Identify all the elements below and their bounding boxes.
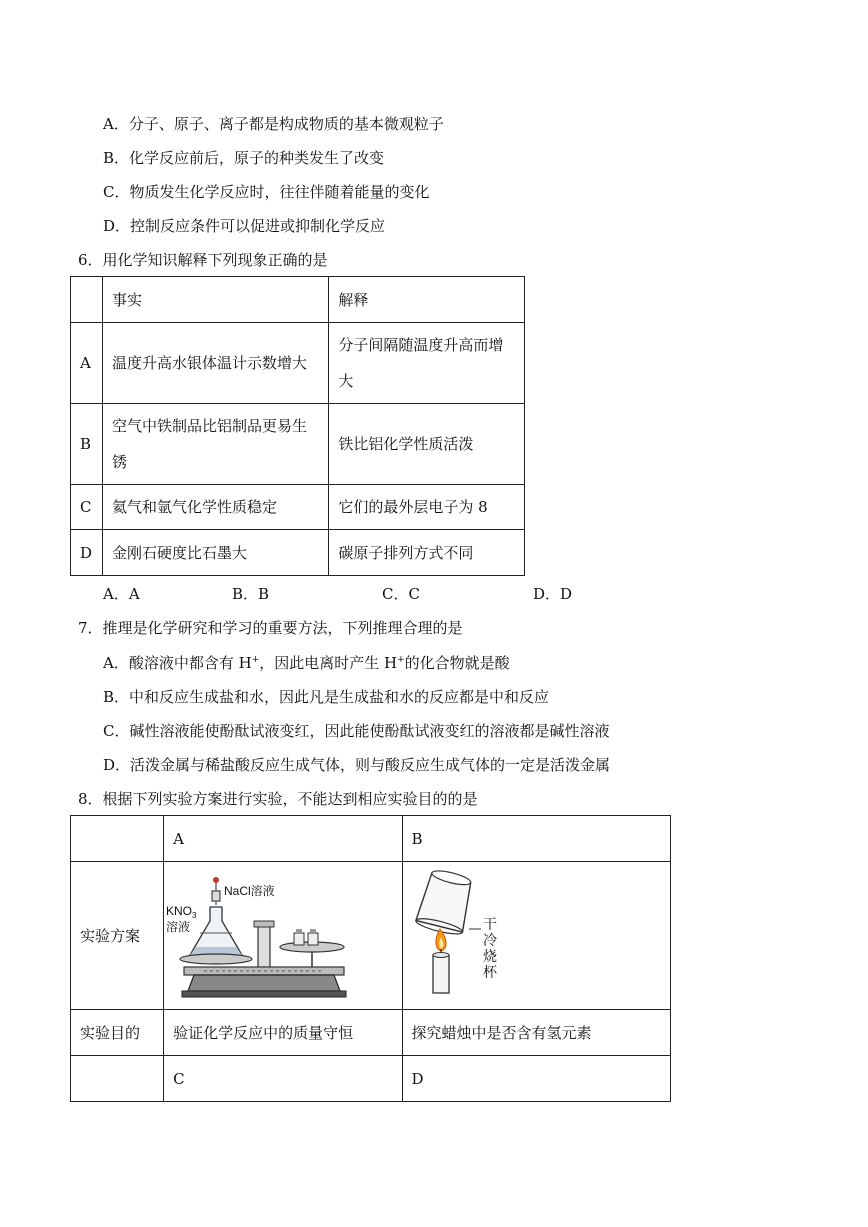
table-row — [71, 1056, 671, 1102]
label-cup-2: 冷 — [482, 933, 497, 949]
balance-scale-figure — [164, 863, 401, 1009]
fact-line: 氦气和氩气化学性质稳定 — [111, 498, 277, 516]
q7-option-a-text: ，因此电离时产生 H — [259, 654, 398, 672]
q7-stem: 7．推理是化学研究和学习的重要方法，下列推理合理的是 — [78, 619, 463, 637]
q6-row-fact — [102, 530, 328, 576]
q6-row-fact — [102, 485, 328, 530]
q6-row-label: D — [71, 530, 103, 576]
q8-figure-a-cell — [164, 862, 402, 1010]
table-row — [71, 485, 525, 530]
candle-icon — [433, 955, 449, 993]
q8-header-a: A — [164, 816, 402, 862]
q8-figure-b-cell — [402, 862, 670, 1010]
q6-row-explain — [329, 530, 525, 576]
label-cup-4: 杯 — [482, 965, 497, 981]
left-pan — [180, 954, 252, 964]
q8-plan-label: 实验方案 — [71, 862, 164, 1010]
label-kno3-subscript: 3 — [192, 910, 197, 920]
q5-option-a: A．分子、原子、离子都是构成物质的基本微观粒子 — [103, 115, 444, 133]
explain-line: 碳原子排列方式不同 — [338, 543, 474, 562]
fact-line: 空气中铁制品比铝制品更易生 — [111, 417, 307, 435]
q6-table — [70, 276, 525, 576]
q6-row-explain — [329, 485, 525, 530]
scale-base — [188, 975, 340, 991]
label-solution: 溶液 — [166, 919, 191, 934]
table-row — [71, 277, 525, 323]
label-cup-1: 干 — [482, 917, 497, 933]
q8-header-blank-2 — [71, 1056, 164, 1102]
q6-header-explain: 解释 — [329, 277, 525, 323]
fact-line: 温度升高水银体温计示数增大 — [111, 354, 307, 372]
q7-option-d: D．活泼金属与稀盐酸反应生成气体，则与酸反应生成气体的一定是活泼金属 — [103, 756, 611, 774]
table-row — [71, 1010, 671, 1056]
q6-row-explain — [329, 323, 525, 404]
q6-row-label: A — [71, 323, 103, 404]
q8-stem: 8．根据下列实验方案进行实验，不能达到相应实验目的的是 — [78, 790, 478, 808]
fact-line: 金刚石硬度比石墨大 — [111, 543, 247, 562]
table-row — [71, 862, 671, 1010]
table-row — [71, 323, 525, 404]
q8-header-blank — [71, 816, 164, 862]
q8-header-d: D — [402, 1056, 670, 1102]
q6-choice-d: D．D — [533, 585, 573, 603]
q8-goal-label: 实验目的 — [71, 1010, 164, 1056]
q5-option-c: C．物质发生化学反应时，往往伴随着能量的变化 — [103, 183, 430, 201]
explain-line: 大 — [338, 372, 354, 390]
q6-header-fact: 事实 — [102, 277, 328, 323]
weight-icon — [294, 933, 304, 945]
superscript: + — [397, 655, 405, 665]
q8-header-c: C — [164, 1056, 402, 1102]
table-row — [71, 816, 671, 862]
table-row — [71, 404, 525, 485]
q6-row-label: B — [71, 404, 103, 485]
q7-option-a-text: A．酸溶液中都含有 H — [103, 654, 252, 672]
q6-choice-a: A．A — [103, 585, 140, 603]
weight-icon — [308, 933, 318, 945]
q6-stem: 6．用化学知识解释下列现象正确的是 — [78, 251, 328, 269]
q8-table — [70, 815, 671, 1102]
q6-row-label: C — [71, 485, 103, 530]
q5-option-b: B．化学反应前后，原子的种类发生了改变 — [103, 149, 385, 167]
q8-header-b: B — [402, 816, 670, 862]
q6-choice-b: B．B — [232, 585, 270, 603]
q7-option-a — [103, 653, 510, 673]
q8-goal-b: 探究蜡烛中是否含有氢元素 — [402, 1010, 670, 1056]
table-row — [71, 530, 525, 576]
label-kno3-text: KNO — [166, 903, 193, 918]
explain-line: 铁比铝化学性质活泼 — [338, 435, 474, 453]
q6-header-blank — [71, 277, 103, 323]
explain-line: 它们的最外层电子为 8 — [338, 498, 488, 516]
q6-row-fact — [102, 323, 328, 404]
candle-beaker-figure — [403, 863, 670, 1009]
q6-choice-c: C．C — [382, 585, 420, 603]
q5-option-d: D．控制反应条件可以促进或抑制化学反应 — [103, 217, 386, 235]
q7-option-c: C．碱性溶液能使酚酞试液变红，因此能使酚酞试液变红的溶液都是碱性溶液 — [103, 722, 610, 740]
explain-line: 分子间隔随温度升高而增 — [338, 336, 504, 354]
q6-row-fact — [102, 404, 328, 485]
dropper-bulb — [213, 877, 219, 883]
fact-line: 锈 — [111, 453, 127, 471]
label-cup-3: 烧 — [482, 949, 497, 965]
q6-row-explain — [329, 404, 525, 485]
superscript: + — [251, 655, 260, 665]
label-kno3 — [166, 904, 197, 920]
scale-post — [258, 925, 270, 969]
label-nacl: NaCl溶液 — [224, 883, 275, 898]
q7-option-a-text: 的化合物就是酸 — [404, 654, 510, 672]
q7-option-b: B．中和反应生成盐和水，因此凡是生成盐和水的反应都是中和反应 — [103, 688, 550, 706]
q8-goal-a: 验证化学反应中的质量守恒 — [164, 1010, 402, 1056]
